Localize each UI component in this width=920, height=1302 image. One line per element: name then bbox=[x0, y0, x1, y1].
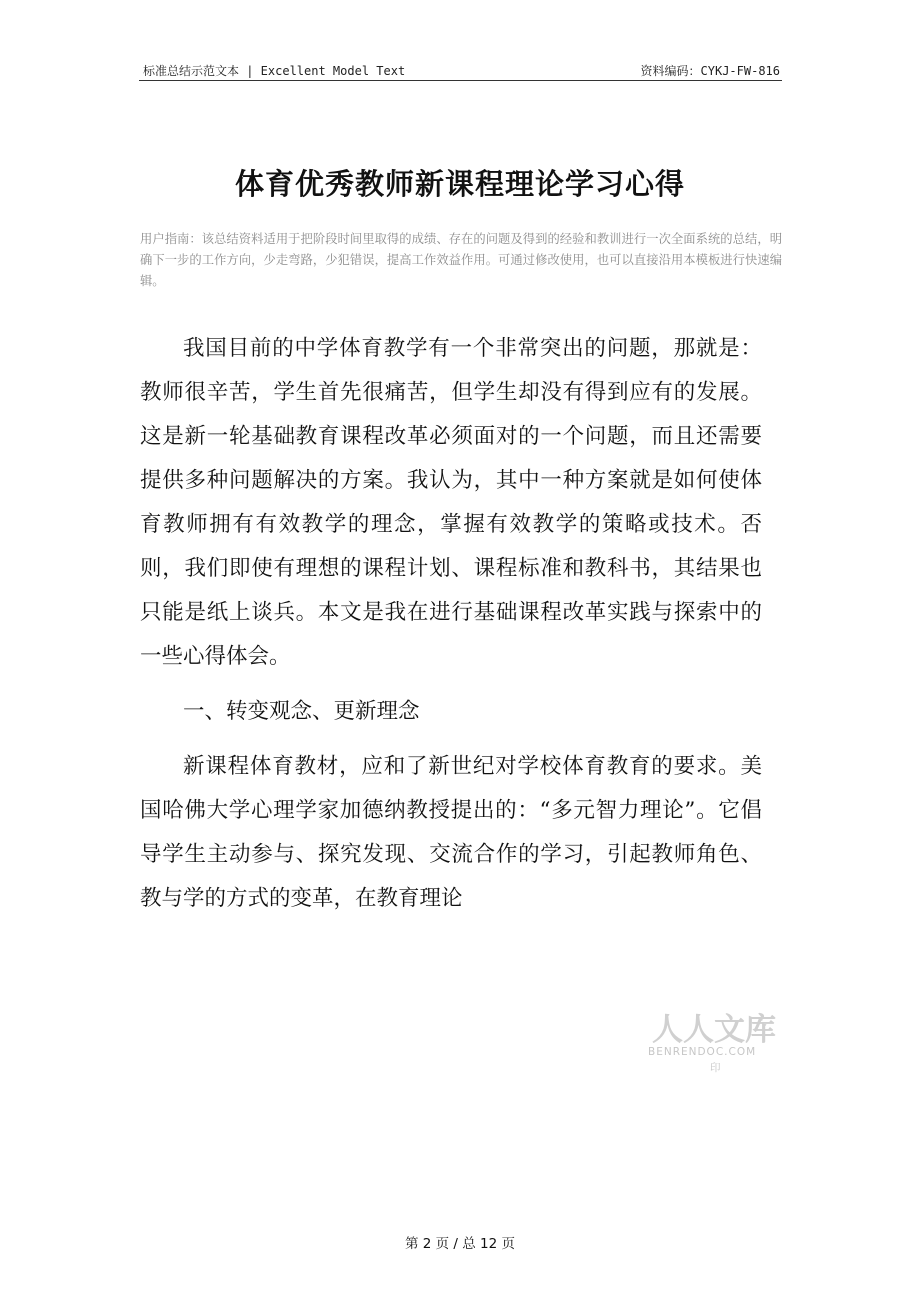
user-guide-text: 用户指南：该总结资料适用于把阶段时间里取得的成绩、存在的问题及得到的经验和教训进行一次全面系统的总结，明确下一步的工作方向，少走弯路，少犯错误，提高工作效益作用。可通过修改使用，也可以直接沿用本模板进行快速编辑。 bbox=[140, 232, 782, 288]
watermark-domain: BENRENDOC.COM bbox=[648, 1046, 757, 1058]
header-document-code: 资料编码：CYKJ-FW-816 bbox=[640, 64, 780, 78]
header-divider bbox=[139, 80, 782, 81]
section-heading: 一、转变观念、更新理念 bbox=[183, 699, 420, 724]
header-left-text: 标准总结示范文本 | Excellent Model Text bbox=[143, 64, 406, 78]
body-paragraph: 新课程体育教材，应和了新世纪对学校体育教育的要求。美国哈佛大学心理学家加德纳教授提出的：“多元智力理论”。它倡导学生主动参与、探究发现、交流合作的学习，引起教师角色、教与学的方式的变革，在教育理论 bbox=[140, 754, 762, 911]
watermark-logo bbox=[648, 1004, 774, 1084]
page-number: 第 2 页 / 总 12 页 bbox=[404, 1236, 516, 1252]
document-title: 体育优秀教师新课程理论学习心得 bbox=[234, 167, 685, 201]
page-header bbox=[139, 62, 782, 80]
watermark-sub-text: 印 bbox=[710, 1062, 721, 1074]
document-body bbox=[140, 327, 762, 921]
body-paragraph: 我国目前的中学体育教学有一个非常突出的问题，那就是：教师很辛苦，学生首先很痛苦，但学生却没有得到应有的发展。这是新一轮基础教育课程改革必须面对的一个问题，而且还需要提供多种问题解决的方案。我认为，其中一种方案就是如何使体育教师拥有有效教学的理念，掌握有效教学的策略或技术。否则，我们即使有理想的课程计划、课程标准和教科书，其结果也只能是纸上谈兵。本文是我在进行基础课程改革实践与探索中的一些心得体会。 bbox=[140, 336, 762, 669]
watermark-main-text: 人人文库 bbox=[652, 1012, 776, 1048]
